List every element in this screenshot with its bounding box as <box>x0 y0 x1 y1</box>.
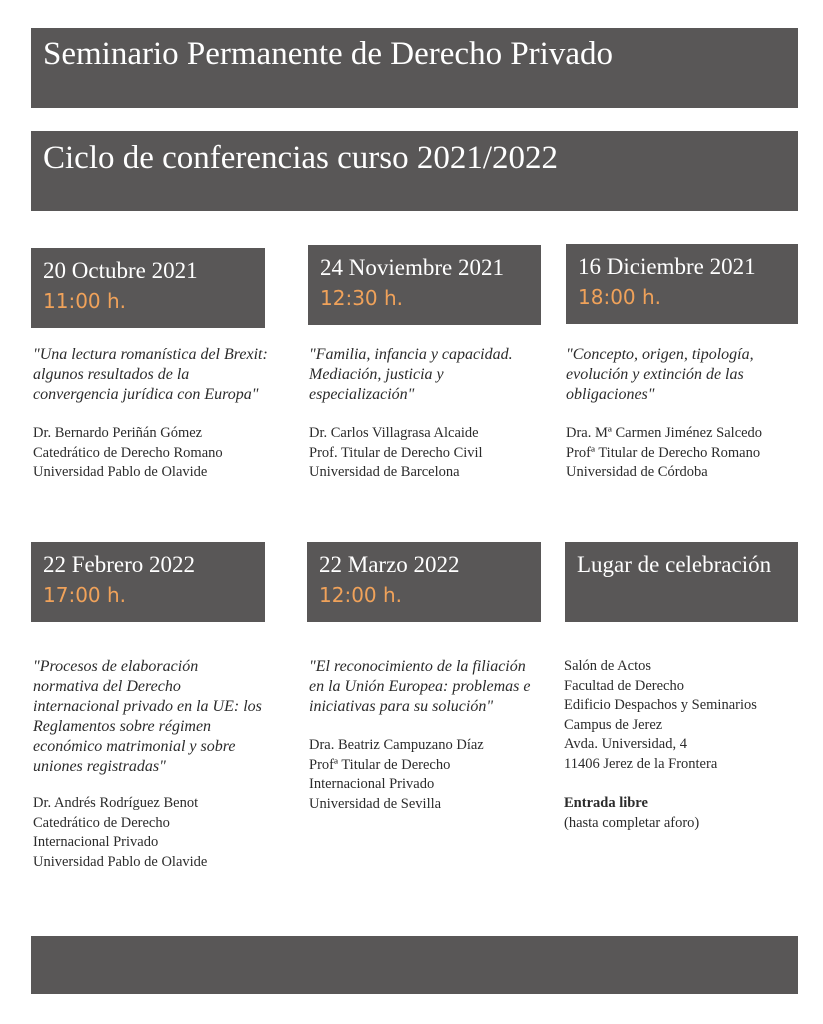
lecture-3-title: "Concepto, origen, tipología, evolución y extinción de las obligaciones" <box>566 346 754 403</box>
speaker-name: Dra. Beatriz Campuzano Díaz <box>309 737 484 753</box>
speaker-position: Prof. Titular de Derecho Civil <box>309 444 483 461</box>
lecture-5-title: "El reconocimiento de la filiación en la Unión Europea: problemas e iniciativas para su solución" <box>309 658 531 715</box>
lecture-3-date-box <box>566 244 798 324</box>
speaker-position: Profª Titular de Derecho Romano <box>566 444 761 461</box>
speaker-university: Universidad de Barcelona <box>309 464 460 480</box>
entry-label: Entrada libre <box>564 795 648 811</box>
cycle-title: Ciclo de conferencias curso 2021/2022 <box>43 140 559 176</box>
speaker-name: Dr. Andrés Rodríguez Benot <box>33 795 199 811</box>
cycle-title-banner <box>31 131 798 211</box>
venue-heading-box <box>565 542 798 622</box>
lecture-time: 12:00 h. <box>319 583 403 607</box>
lecture-2-title: "Familia, infancia y capacidad. Mediación, justicia y especialización" <box>309 346 513 403</box>
speaker-position: Profª Titular de Derecho <box>309 756 451 773</box>
lecture-2-speaker <box>309 424 483 483</box>
venue-room: Salón de Actos <box>564 658 651 674</box>
venue-address <box>564 657 757 774</box>
lecture-date: 24 Noviembre 2021 <box>320 255 504 280</box>
lecture-date: 16 Diciembre 2021 <box>578 254 756 279</box>
lecture-3-speaker <box>566 424 762 483</box>
lecture-date: 20 Octubre 2021 <box>43 258 198 283</box>
speaker-position: Catedrático de Derecho <box>33 814 170 831</box>
lecture-4-title: "Procesos de elaboración normativa del Derecho internacional privado en la UE: los Reglamentos sobre régimen económico matrimonial y sobre uniones registradas" <box>33 658 262 775</box>
lecture-date: 22 Febrero 2022 <box>43 552 196 577</box>
entry-note: (hasta completar aforo) <box>564 814 700 831</box>
venue-faculty: Facultad de Derecho <box>564 677 684 694</box>
speaker-position: Catedrático de Derecho Romano <box>33 444 223 461</box>
speaker-name: Dr. Carlos Villagrasa Alcaide <box>309 425 479 441</box>
lecture-time: 11:00 h. <box>43 289 127 313</box>
footer-banner <box>31 936 798 994</box>
venue-campus: Campus de Jerez <box>564 716 663 733</box>
speaker-department: Internacional Privado <box>309 776 435 792</box>
speaker-university: Universidad de Córdoba <box>566 464 708 480</box>
entry-info <box>564 794 699 833</box>
speaker-department: Internacional Privado <box>33 834 159 850</box>
lecture-time: 12:30 h. <box>320 286 404 310</box>
lecture-1-speaker <box>33 424 223 483</box>
speaker-university: Universidad de Sevilla <box>309 795 442 812</box>
lecture-time: 18:00 h. <box>578 285 662 309</box>
venue-city: 11406 Jerez de la Frontera <box>564 755 718 772</box>
speaker-university: Universidad Pablo de Olavide <box>33 853 208 870</box>
venue-street: Avda. Universidad, 4 <box>564 736 687 752</box>
lecture-1-date-box <box>31 248 265 328</box>
lecture-date: 22 Marzo 2022 <box>319 552 460 577</box>
lecture-4-date-box <box>31 542 265 622</box>
speaker-name: Dr. Bernardo Periñán Gómez <box>33 425 203 441</box>
lecture-2-date-box <box>308 245 541 325</box>
seminar-title-banner <box>31 28 798 108</box>
lecture-1-title: "Una lectura romanística del Brexit: algunos resultados de la convergencia jurídica con Europa" <box>33 346 268 403</box>
venue-building: Edificio Despachos y Seminarios <box>564 697 757 713</box>
speaker-university: Universidad Pablo de Olavide <box>33 464 208 480</box>
seminar-title: Seminario Permanente de Derecho Privado <box>43 36 613 72</box>
lecture-5-date-box <box>307 542 541 622</box>
lecture-4-speaker <box>33 794 207 872</box>
lecture-time: 17:00 h. <box>43 583 127 607</box>
speaker-name: Dra. Mª Carmen Jiménez Salcedo <box>566 425 763 441</box>
venue-heading: Lugar de celebración <box>577 552 772 577</box>
lecture-5-speaker <box>309 736 484 814</box>
